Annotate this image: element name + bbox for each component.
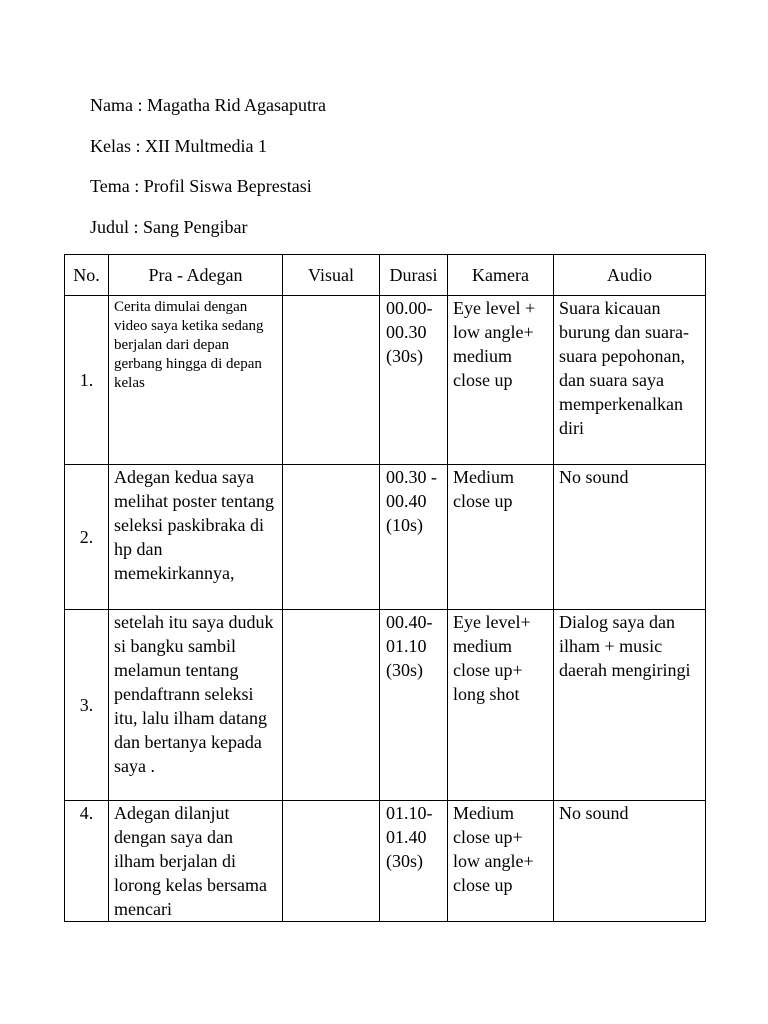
cell-kamera: Medium close up+ low angle+ close up [448, 801, 554, 922]
cell-kamera: Eye level+ medium close up+ long shot [448, 610, 554, 801]
cell-durasi: 00.00-00.30 (30s) [380, 296, 448, 465]
column-header-kamera: Kamera [448, 255, 554, 296]
cell-no: 4. [65, 801, 109, 922]
cell-pra-adegan: Adegan kedua saya melihat poster tentang seleksi paskibraka di hp dan memekirkannya, [109, 465, 283, 610]
column-header-audio: Audio [554, 255, 706, 296]
storyboard-table [64, 254, 706, 922]
cell-visual [283, 465, 380, 610]
cell-visual [283, 296, 380, 465]
cell-no: 2. [65, 465, 109, 610]
cell-kamera: Medium close up [448, 465, 554, 610]
table-row [65, 296, 706, 465]
cell-durasi: 00.30 - 00.40 (10s) [380, 465, 448, 610]
cell-pra-adegan: setelah itu saya duduk si bangku sambil melamun tentang pendaftrann seleksi itu, lalu ilham datang dan bertanya kepada saya . [109, 610, 283, 801]
cell-audio: Suara kicauan burung dan suara-suara pepohonan, dan suara saya memperkenalkan diri [554, 296, 706, 465]
cell-kamera: Eye level + low angle+ medium close up [448, 296, 554, 465]
cell-no: 1. [65, 296, 109, 465]
student-name: Nama : Magatha Rid Agasaputra [90, 95, 326, 115]
cell-visual [283, 610, 380, 801]
column-header-visual: Visual [283, 255, 380, 296]
cell-audio: No sound [554, 801, 706, 922]
column-header-no: No. [65, 255, 109, 296]
column-header-pra-adegan: Pra - Adegan [109, 255, 283, 296]
table-row [65, 465, 706, 610]
table-header-row [65, 255, 706, 296]
table-row [65, 801, 706, 922]
cell-audio: No sound [554, 465, 706, 610]
cell-pra-adegan: Cerita dimulai dengan video saya ketika sedang berjalan dari depan gerbang hingga di depan kelas [109, 296, 283, 465]
cell-durasi: 00.40-01.10 (30s) [380, 610, 448, 801]
cell-pra-adegan: Adegan dilanjut dengan saya dan ilham berjalan di lorong kelas bersama mencari [109, 801, 283, 922]
cell-visual [283, 801, 380, 922]
table-row [65, 610, 706, 801]
student-class: Kelas : XII Multmedia 1 [90, 136, 267, 156]
title: Judul : Sang Pengibar [90, 217, 248, 237]
cell-audio: Dialog saya dan ilham + music daerah mengiringi [554, 610, 706, 801]
theme: Tema : Profil Siswa Beprestasi [90, 176, 312, 196]
cell-no: 3. [65, 610, 109, 801]
cell-durasi: 01.10-01.40 (30s) [380, 801, 448, 922]
column-header-durasi: Durasi [380, 255, 448, 296]
